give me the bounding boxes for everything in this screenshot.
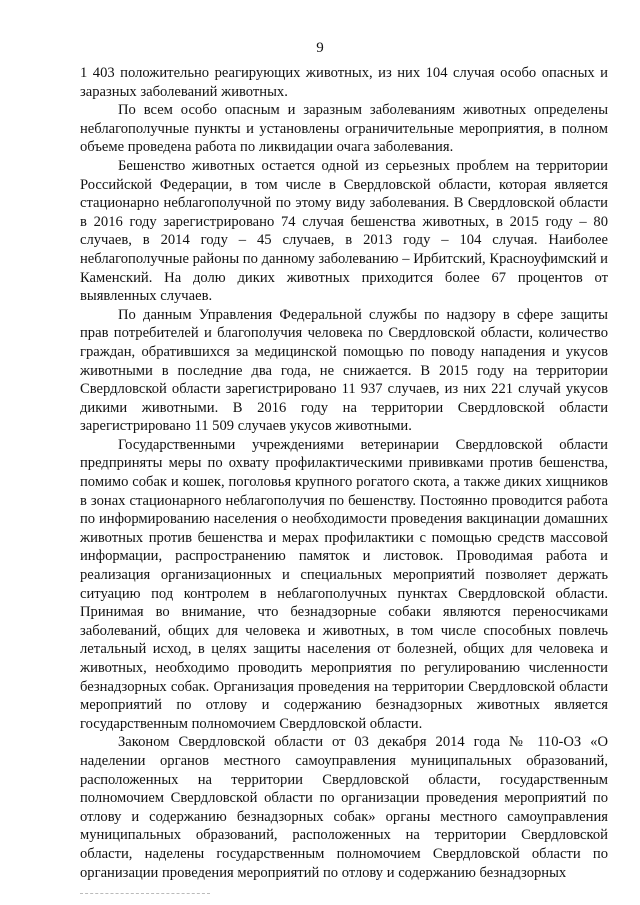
paragraph-continuation: 1 403 положительно реагирующих животных, из них 104 случая особо опасных и заразных заболеваний животных.	[80, 65, 608, 100]
paragraph-vaccination-measures: Государственными учреждениями ветеринарии Свердловской области предприняты меры по охвату профилактическими прививками против бешенства, помимо собак и кошек, поголовья крупного рогатого скота, а также диких хищников в зонах стационарного неблагополучия по бешенству. Постоянно проводится работа по информированию населения о необходимости проведения вакцинации домашних животных против бешенства и мерах профилактики с помощью средств массовой информации, распространению памяток и листовок. Проводимая работа и реализация организационных и специальных мероприятий позволяет держать ситуацию под контролем в неблагополучных пунктах Свердловской области. Принимая во внимание, что безнадзорные собаки являются переносчиками заболеваний, общих для человека и животных, в том числе способных повлечь летальный исход, в целях защиты населения от болезней, общих для человека и животных, необходимо проводить мероприятия по регулированию численности безнадзорных собак. Организация проведения на территории Свердловской области мероприятий по отлову и содержанию безнадзорных животных является государственным полномочием Свердловской области.	[80, 436, 608, 732]
paragraph-bite-statistics: По данным Управления Федеральной службы по надзору в сфере защиты прав потребителей и благополучия человека по Свердловской области, количество граждан, обратившихся за медицинской помощью по поводу нападения и укусов животными в последние два года, не снижается. В 2015 году на территории Свердловской области зарегистрировано 11 937 случаев, из них 221 случай укусов дикими животными. В 2016 году на территории Свердловской области зарегистрировано 11 509 случаев укусов животными.	[80, 306, 608, 435]
document-body	[80, 64, 608, 882]
footer-rule	[80, 893, 210, 894]
paragraph-law-reference: Законом Свердловской области от 03 декабря 2014 года № 110-ОЗ «О наделении органов местного самоуправления муниципальных образований, расположенных на территории Свердловской области, государственным полномочием Свердловской области по организации проведения мероприятий по отлову и содержанию безнадзорных собак» органы местного самоуправления муниципальных образований, расположенных на территории Свердловской области, наделены государственным полномочием Свердловской области по организации проведения мероприятий по отлову и содержанию безнадзорных	[80, 734, 608, 881]
paragraph-rabies-statistics: Бешенство животных остается одной из серьезных проблем на территории Российской Федерации, в том числе в Свердловской области, которая является стационарно неблагополучной по этому виду заболевания. В Свердловской области в 2016 году зарегистрировано 74 случая бешенства животных, в 2015 году – 80 случаев, в 2014 году – 45 случаев, в 2013 году – 104 случая. Наиболее неблагополучные районы по данному заболеванию – Ирбитский, Красноуфимский и Каменский. На долю диких животных приходится более 67 процентов от выявленных случаев.	[80, 157, 608, 305]
page-number: 9	[316, 40, 324, 56]
paragraph-outbreak-measures: По всем особо опасным и заразным заболеваниям животных определены неблагополучные пункты и установлены ограничительные мероприятия, в полном объеме проведена работа по ликвидации очага заболевания.	[80, 102, 608, 156]
